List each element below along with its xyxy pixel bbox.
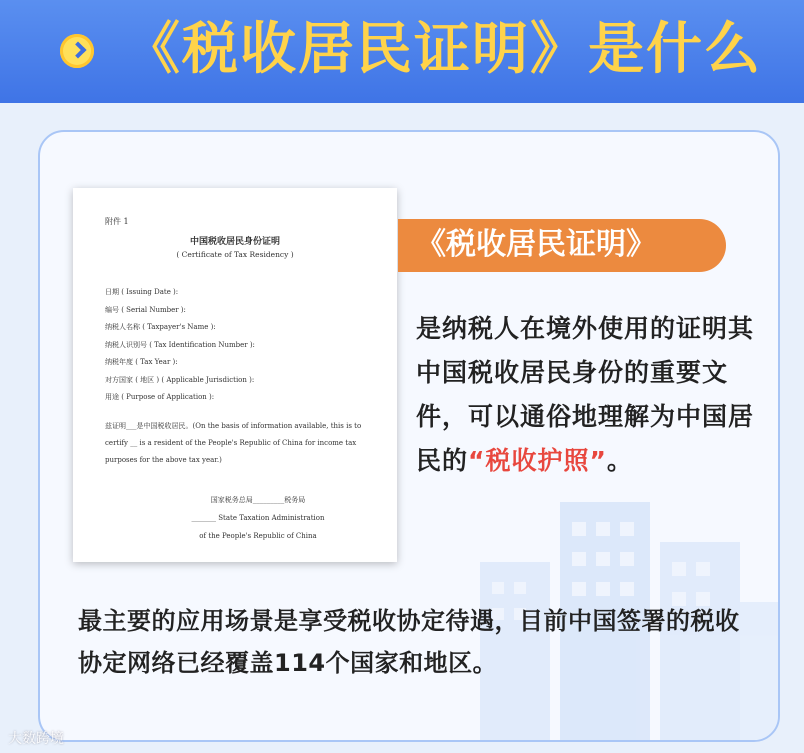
doc-signature	[73, 491, 397, 545]
doc-signature-line: 国家税务总局_________税务局	[210, 496, 306, 504]
section-tag-label: 《税收居民证明》	[416, 227, 656, 262]
doc-title: 中国税收居民身份证明	[189, 237, 280, 247]
description-highlight: “税收护照”	[468, 446, 607, 475]
chevron-right-circle-icon	[60, 34, 94, 68]
doc-field: 纳税人识别号 ( Tax Identification Number ):	[105, 340, 255, 349]
doc-field: 日期 ( Issuing Date ):	[105, 288, 179, 296]
page-title: 《税收居民证明》是什么	[124, 17, 762, 82]
section-tag	[398, 219, 726, 272]
doc-field: 纳税人名称 ( Taxpayer's Name ):	[105, 323, 216, 331]
doc-statement: 兹证明___是中国税收居民。(On the basis of information available, this is to certify __ is a resident of the People's Republic of China for income tax purposes for the above tax year.)	[105, 422, 362, 464]
description-body: 是纳税人在境外使用的证明其中国税收居民身份的重要文件，可以通俗地理解为中国居民的	[416, 314, 755, 475]
header-banner	[0, 0, 804, 103]
watermark: 大数跨境	[8, 731, 64, 747]
doc-signature-line: _______ State Taxation Administration	[191, 514, 325, 522]
doc-signature-line: of the People's Republic of China	[199, 532, 317, 540]
doc-field: 用途 ( Purpose of Application ):	[105, 393, 215, 401]
bottom-text: 最主要的应用场景是享受税收协定待遇，目前中国签署的税收协定网络已经覆盖114个国家和地区。	[78, 607, 740, 677]
doc-field: 纳税年度 ( Tax Year ):	[105, 358, 178, 366]
doc-subtitle: ( Certificate of Tax Residency )	[176, 250, 294, 259]
description-text	[416, 307, 766, 483]
doc-field: 编号 ( Serial Number ):	[105, 305, 186, 314]
doc-annex: 附件 1	[105, 217, 129, 226]
doc-field: 对方国家 ( 地区 ) ( Applicable Jurisdiction ):	[105, 375, 255, 384]
doc-fields	[105, 284, 255, 407]
description-end: 。	[606, 446, 633, 475]
certificate-document	[73, 188, 397, 562]
